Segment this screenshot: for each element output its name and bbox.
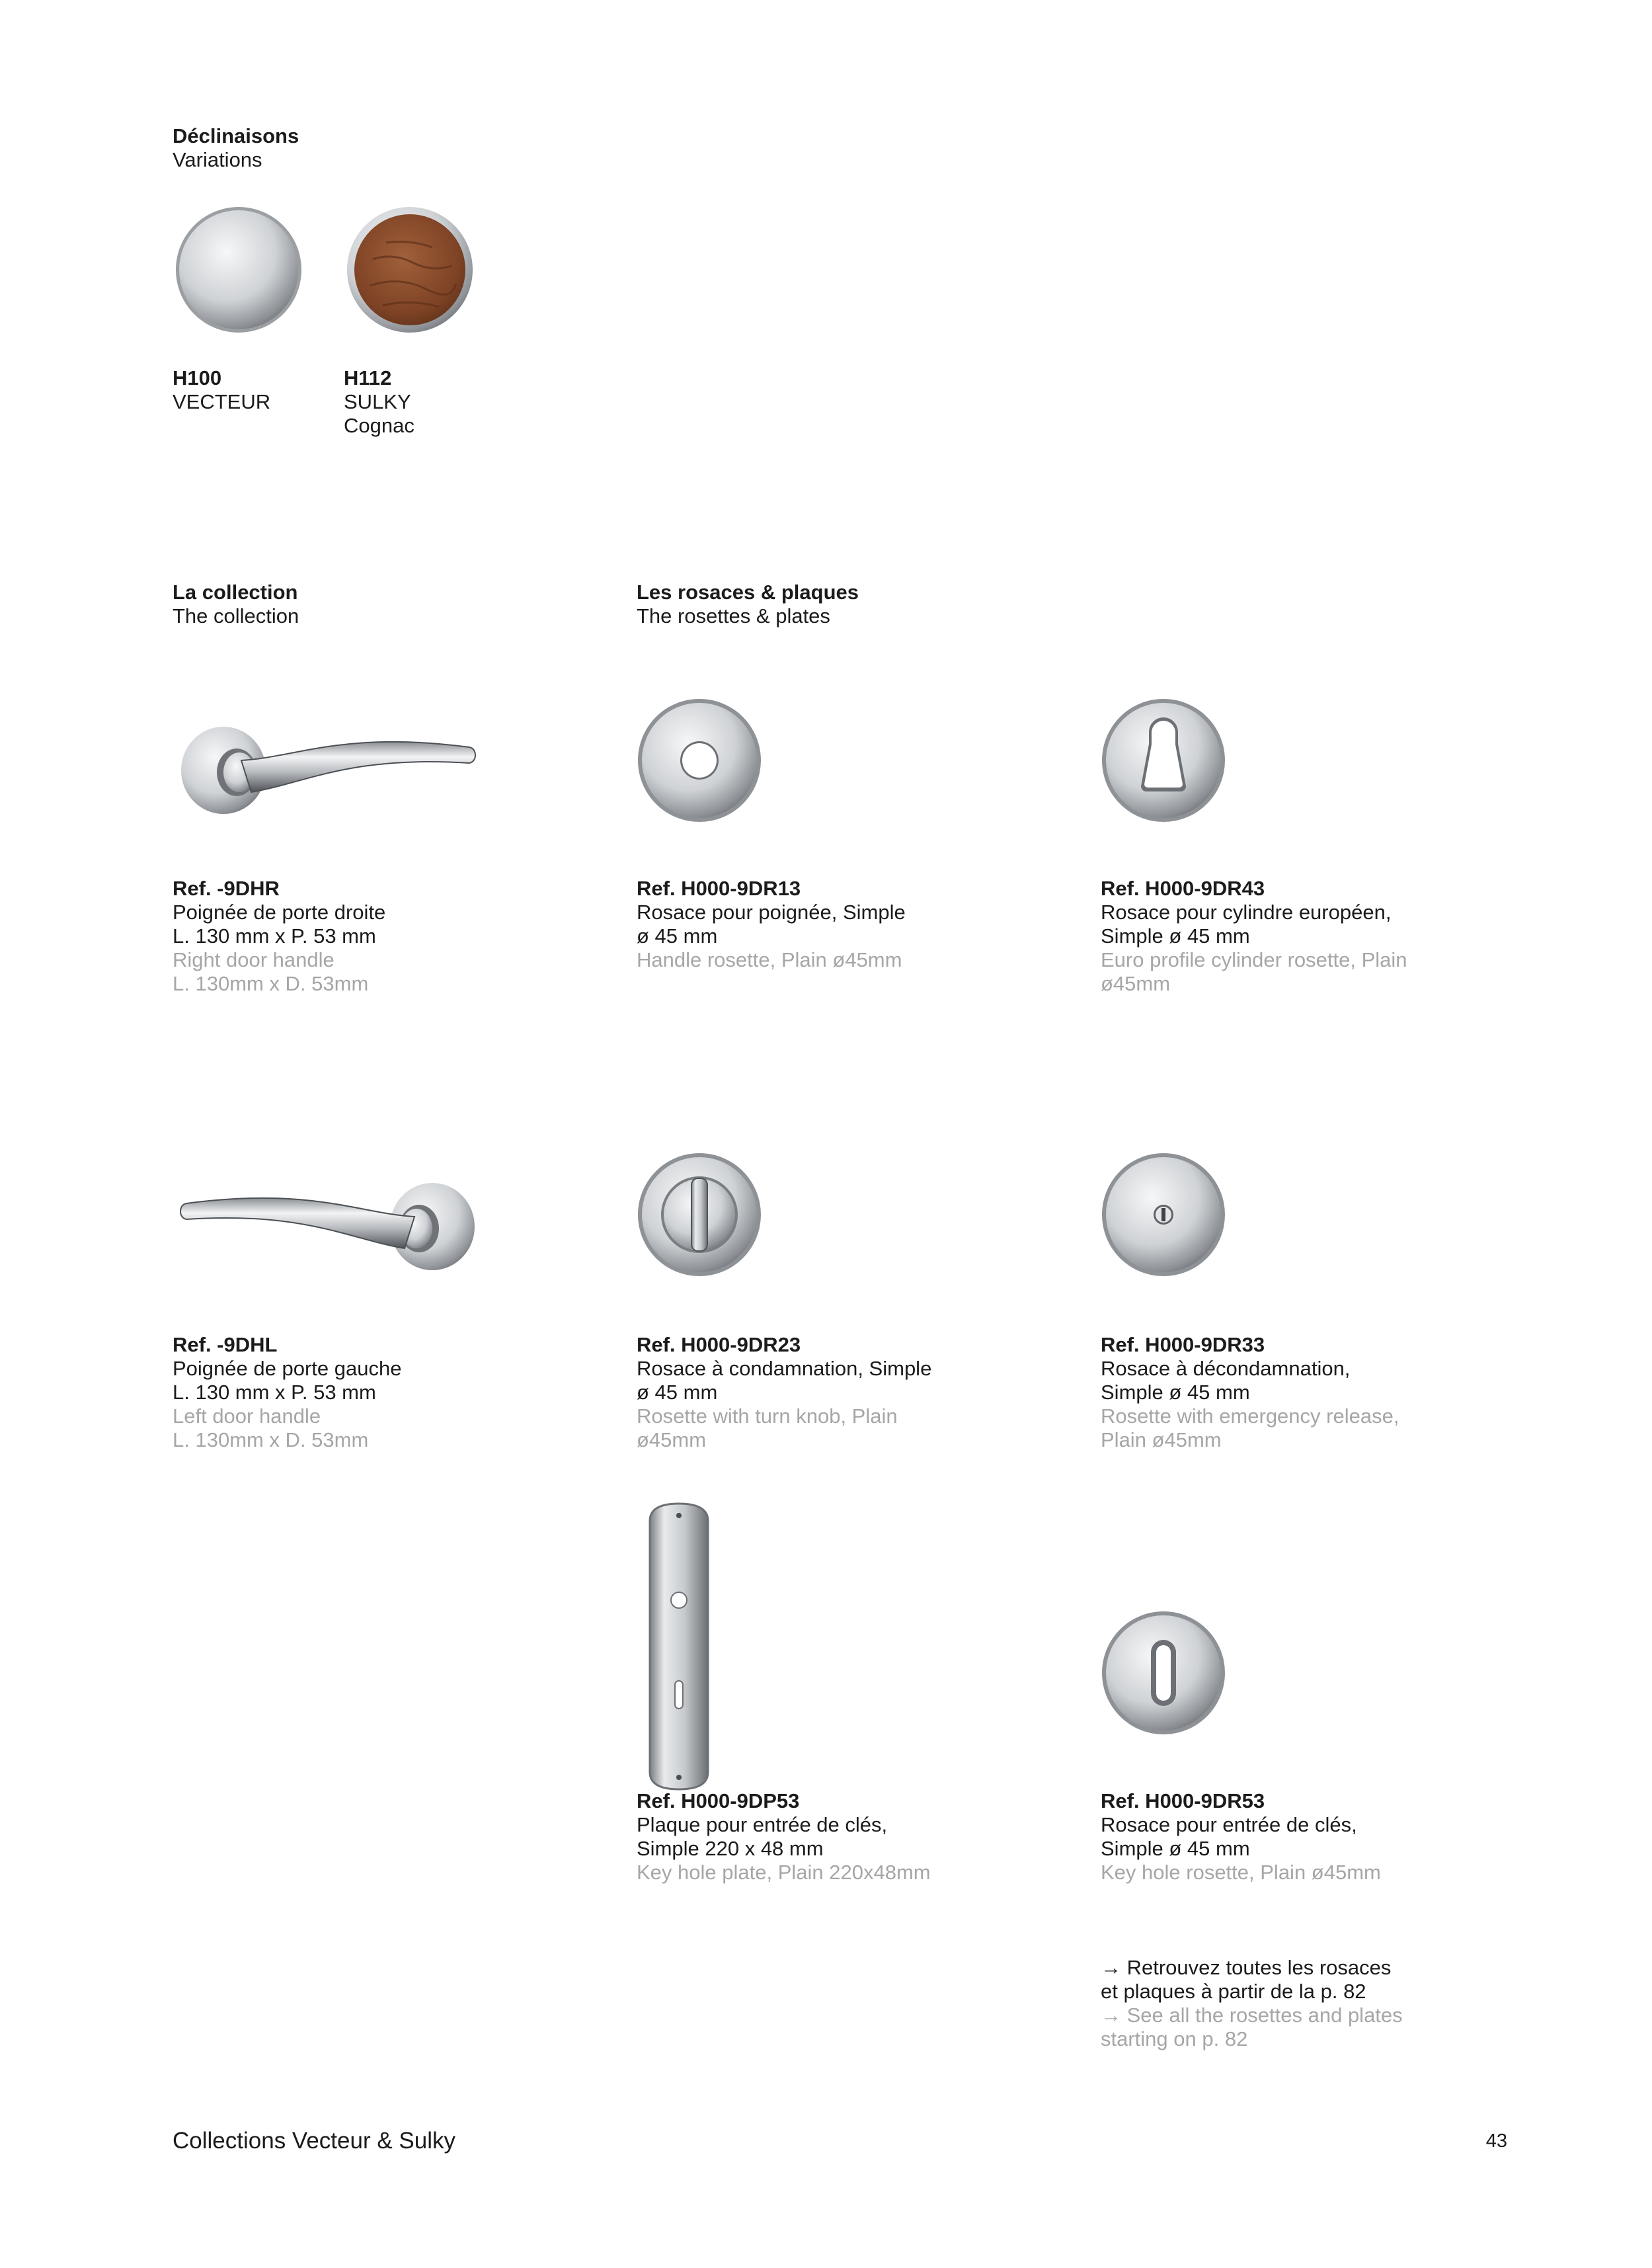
product-dims-fr: L. 130 mm x P. 53 mm <box>173 1381 376 1404</box>
product-ref: Ref. H000-9DR23 <box>637 1333 801 1356</box>
product-ref: Ref. H000-9DR43 <box>1101 877 1265 900</box>
note-en-line2: starting on p. 82 <box>1101 2027 1248 2050</box>
product-dims-fr: Simple ø 45 mm <box>1101 1381 1250 1404</box>
note-fr-line2: et plaques à partir de la p. 82 <box>1101 1980 1366 2003</box>
product-caption <box>1101 1333 1399 1452</box>
note-fr-line1: → Retrouvez toutes les rosaces <box>1101 1956 1392 1979</box>
footer-title: Collections Vecteur & Sulky <box>173 2128 455 2154</box>
product-desc-en: Rosette with turn knob, Plain <box>637 1404 898 1428</box>
product-desc-fr: Rosace pour cylindre européen, <box>1101 901 1392 924</box>
product-desc-en: Left door handle <box>173 1404 321 1428</box>
product-dims-en: L. 130mm x D. 53mm <box>173 1428 369 1451</box>
product-caption <box>173 877 385 996</box>
rosettes-title-fr: Les rosaces & plaques <box>637 581 859 604</box>
page-number: 43 <box>1485 2130 1507 2152</box>
handle-rosette-icon <box>637 698 762 823</box>
product-desc-en: Right door handle <box>173 948 334 971</box>
product-dims-fr: ø 45 mm <box>637 924 718 948</box>
product-dims-fr: Simple ø 45 mm <box>1101 1837 1250 1860</box>
product-desc-fr: Rosace pour poignée, Simple <box>637 901 906 924</box>
collection-heading <box>173 581 299 628</box>
collection-title-en: The collection <box>173 604 299 628</box>
variations-title-fr: Déclinaisons <box>173 124 299 147</box>
variation-code: H112 <box>344 366 392 389</box>
product-desc-fr: Plaque pour entrée de clés, <box>637 1813 888 1836</box>
product-caption <box>637 877 906 972</box>
see-all-note <box>1101 1956 1403 2051</box>
product-desc-fr: Poignée de porte gauche <box>173 1357 402 1380</box>
rosettes-heading <box>637 581 859 628</box>
product-dims-en: ø45mm <box>1101 972 1171 995</box>
product-caption <box>637 1333 931 1452</box>
product-desc-en: Key hole plate, Plain 220x48mm <box>637 1861 931 1884</box>
product-ref: Ref. -9DHR <box>173 877 280 900</box>
product-ref: Ref. -9DHL <box>173 1333 278 1356</box>
product-desc-en: Handle rosette, Plain ø45mm <box>637 948 902 971</box>
euro-cylinder-rosette-icon <box>1101 698 1226 823</box>
product-desc-fr: Rosace à décondamnation, <box>1101 1357 1351 1380</box>
left-door-handle-icon <box>173 1177 477 1276</box>
variations-title-en: Variations <box>173 148 262 171</box>
variation-h112 <box>344 366 414 438</box>
variation-color-name: Cognac <box>344 414 414 437</box>
product-dims-en: ø45mm <box>637 1428 707 1451</box>
product-desc-fr: Rosace pour entrée de clés, <box>1101 1813 1357 1836</box>
variation-name: SULKY <box>344 390 411 413</box>
note-en-line1: → See all the rosettes and plates <box>1101 2004 1403 2027</box>
product-caption <box>1101 877 1407 996</box>
product-dims-fr: Simple 220 x 48 mm <box>637 1837 824 1860</box>
product-dims-fr: L. 130 mm x P. 53 mm <box>173 924 376 948</box>
product-desc-fr: Rosace à condamnation, Simple <box>637 1357 932 1380</box>
variation-h100 <box>173 366 270 414</box>
sulky-cognac-swatch <box>346 206 473 333</box>
product-dims-fr: ø 45 mm <box>637 1381 718 1404</box>
product-ref: Ref. H000-9DP53 <box>637 1789 800 1812</box>
collection-title-fr: La collection <box>173 581 298 604</box>
key-hole-plate-icon <box>645 1501 717 1792</box>
vecteur-finish-swatch <box>175 206 302 333</box>
variation-code: H100 <box>173 366 222 389</box>
turn-knob-rosette-icon <box>637 1152 762 1277</box>
product-desc-en: Rosette with emergency release, <box>1101 1404 1399 1428</box>
product-caption <box>173 1333 401 1452</box>
product-ref: Ref. H000-9DR53 <box>1101 1789 1265 1812</box>
right-door-handle-icon <box>178 721 483 820</box>
product-dims-en: Plain ø45mm <box>1101 1428 1222 1451</box>
rosettes-title-en: The rosettes & plates <box>637 604 830 628</box>
variation-name: VECTEUR <box>173 390 271 413</box>
product-desc-fr: Poignée de porte droite <box>173 901 386 924</box>
product-dims-fr: Simple ø 45 mm <box>1101 924 1250 948</box>
emergency-release-rosette-icon <box>1101 1152 1226 1277</box>
product-desc-en: Euro profile cylinder rosette, Plain <box>1101 948 1407 971</box>
product-caption <box>1101 1789 1381 1884</box>
key-hole-rosette-icon <box>1101 1610 1226 1736</box>
product-ref: Ref. H000-9DR33 <box>1101 1333 1265 1356</box>
product-desc-en: Key hole rosette, Plain ø45mm <box>1101 1861 1381 1884</box>
product-ref: Ref. H000-9DR13 <box>637 877 801 900</box>
product-dims-en: L. 130mm x D. 53mm <box>173 972 369 995</box>
product-caption <box>637 1789 931 1884</box>
